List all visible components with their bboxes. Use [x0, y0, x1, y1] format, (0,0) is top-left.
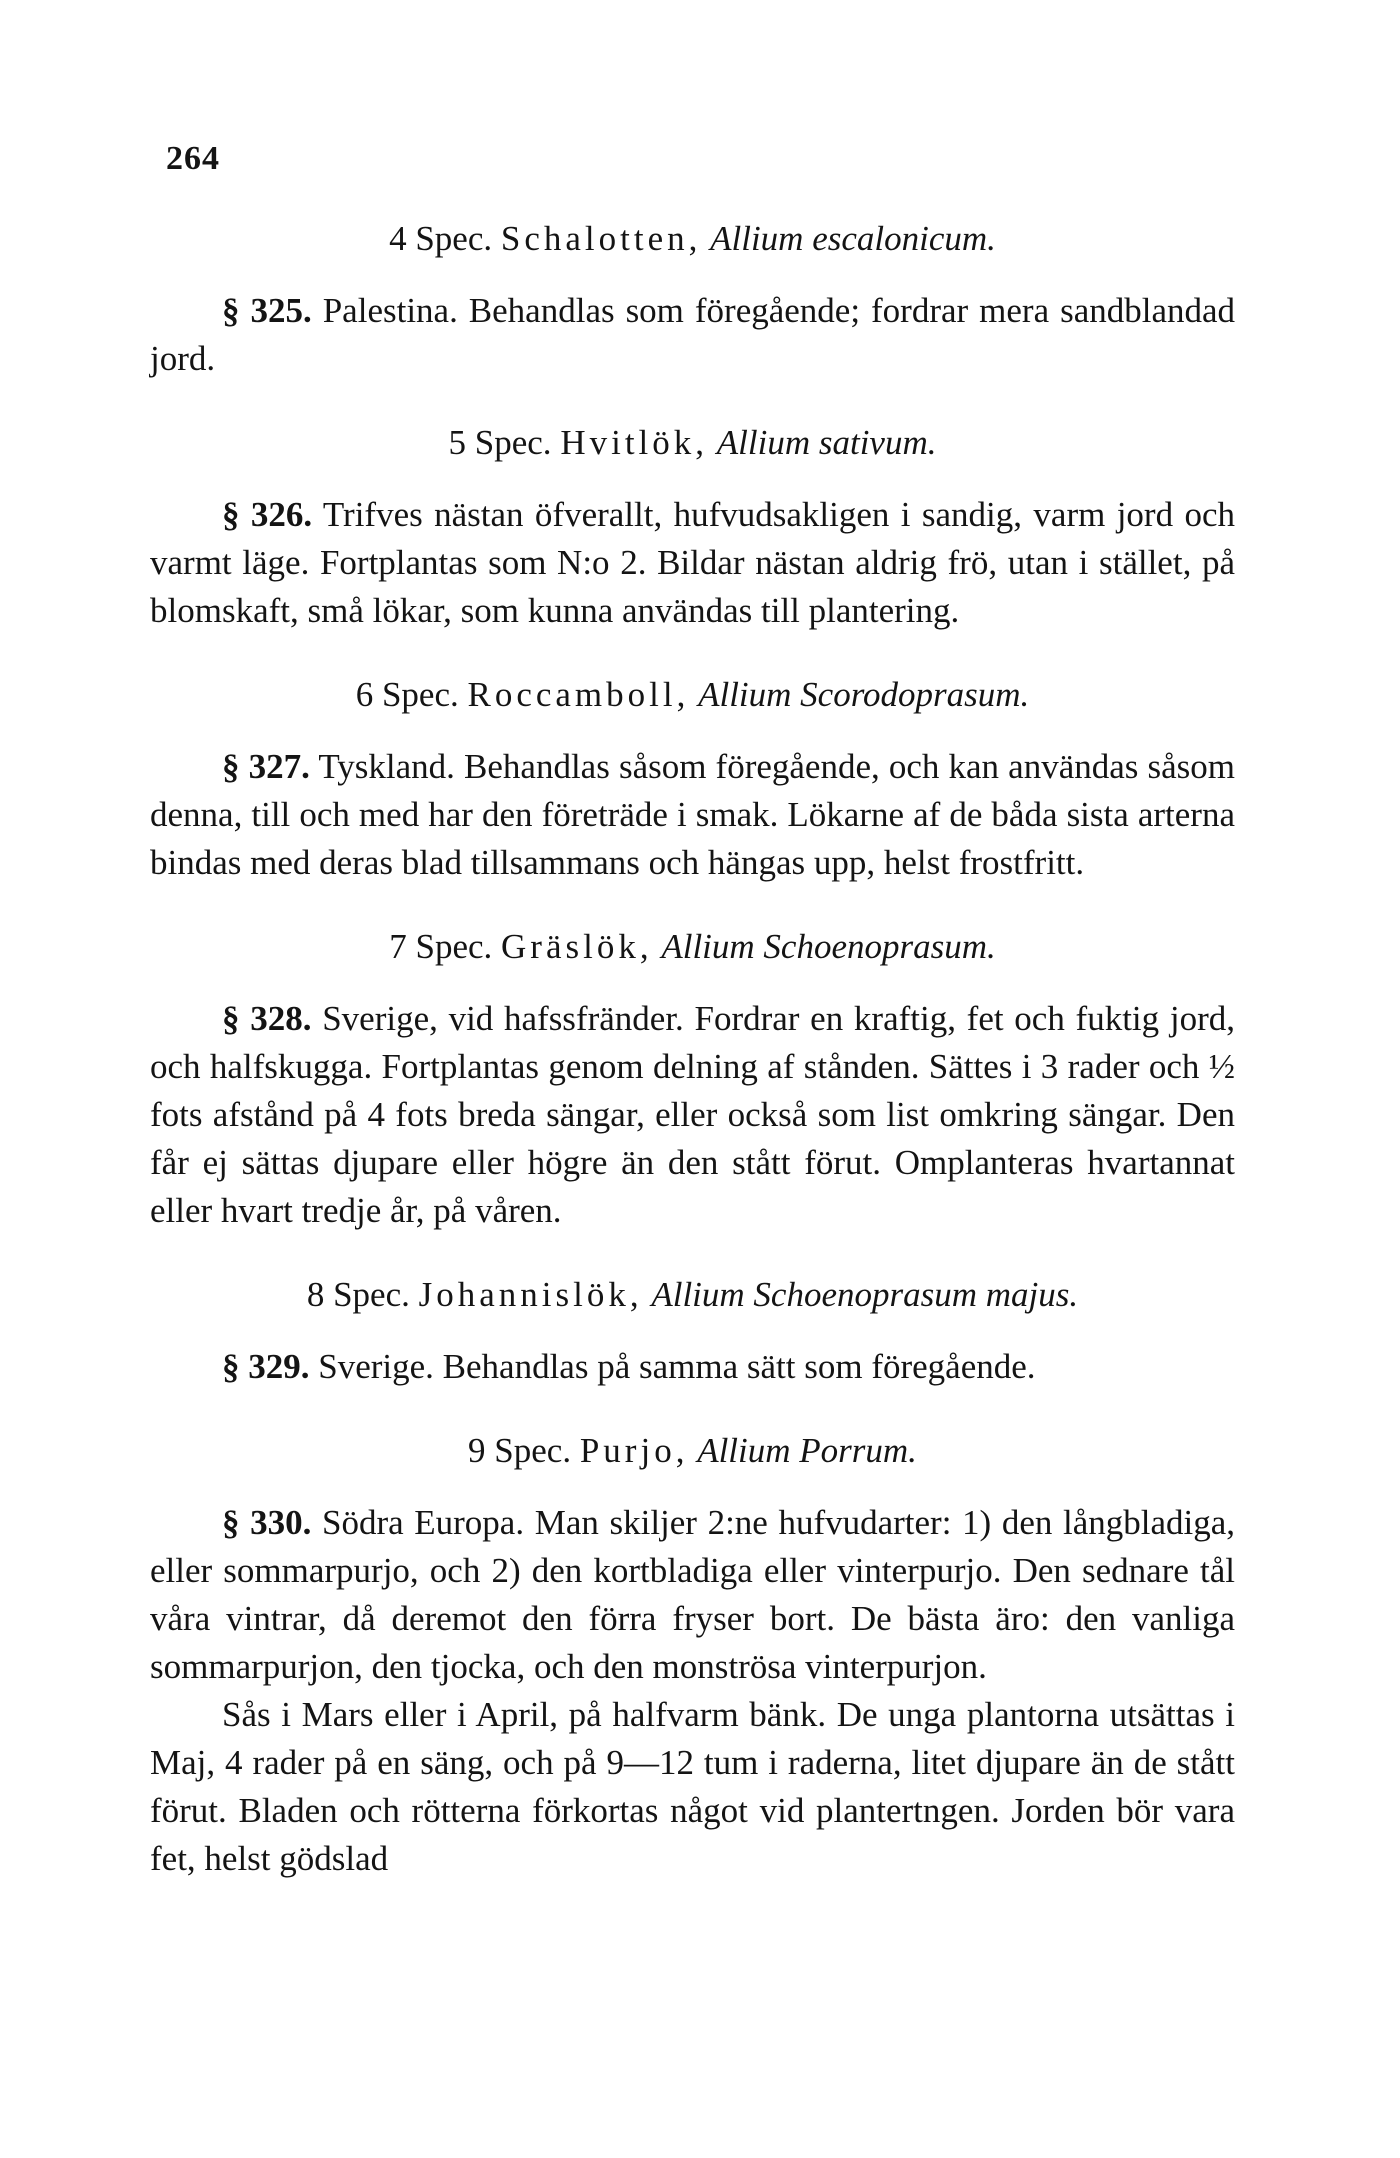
species-latin-name: Allium escalonicum.	[710, 219, 996, 258]
species-name: Hvitlök,	[560, 423, 709, 462]
section-number: § 325.	[222, 291, 312, 330]
species-name: Gräslök,	[501, 927, 653, 966]
page-number: 264	[166, 140, 220, 177]
section-text: Sverige, vid hafssfränder. Fordrar en kraftig, fet och fuktig jord, och halfskugga. Fortplantas genom delning af stånden. Sättes i 3 rader och ½ fots afstånd på 4 fots breda sängar, eller också som list omkring sängar. Den får ej sättas djupare eller högre än den stått förut. Omplanteras hvartannat eller hvart tredje år, på våren.	[150, 999, 1236, 1230]
species-number: 8 Spec.	[306, 1275, 410, 1314]
species-name: Johannislök,	[418, 1275, 643, 1314]
species-number: 7 Spec.	[389, 927, 493, 966]
species-latin-name: Allium Schoenoprasum.	[661, 927, 996, 966]
section-326	[150, 491, 1235, 635]
section-327	[150, 743, 1235, 887]
species-name: Purjo,	[579, 1431, 689, 1470]
species-name: Schalotten,	[500, 219, 702, 258]
section-text: Palestina. Behandlas som föregående; fordrar mera sandblandad jord.	[150, 291, 1236, 378]
section-328	[150, 995, 1235, 1235]
section-text: Tyskland. Behandlas såsom föregående, och kan användas såsom denna, till och med har den företräde i smak. Lökarne af de båda sista arterna bindas med deras blad tillsammans och hängas upp, helst frostfritt.	[150, 747, 1236, 882]
section-text: Södra Europa. Man skiljer 2:ne hufvudarter: 1) den långbladiga, eller sommarpurjo, och 2) den kortbladiga eller vinterpurjo. Den sednare tål våra vintrar, då deremot den förra fryser bort. De bästa äro: den vanliga sommarpurjon, den tjocka, och den monströsa vinterpurjon.	[150, 1503, 1236, 1686]
section-330-continuation	[150, 1691, 1235, 1883]
species-latin-name: Allium Porrum.	[697, 1431, 917, 1470]
species-heading-9	[150, 1427, 1235, 1475]
section-number: § 327.	[222, 747, 310, 786]
species-latin-name: Allium Scorodoprasum.	[698, 675, 1030, 714]
species-number: 5 Spec.	[448, 423, 552, 462]
section-number: § 328.	[222, 999, 312, 1038]
species-heading-8	[150, 1271, 1235, 1319]
species-latin-name: Allium Schoenoprasum majus.	[651, 1275, 1079, 1314]
section-number: § 326.	[222, 495, 313, 534]
section-text: Sverige. Behandlas på samma sätt som föregående.	[318, 1347, 1036, 1386]
species-heading-6	[150, 671, 1235, 719]
species-number: 6 Spec.	[355, 675, 459, 714]
species-name: Roccamboll,	[467, 675, 690, 714]
section-number: § 330.	[222, 1503, 312, 1542]
species-number: 9 Spec.	[468, 1431, 572, 1470]
species-heading-4	[150, 215, 1235, 263]
section-text: Sås i Mars eller i April, på halfvarm bänk. De unga plantorna utsättas i Maj, 4 rader på en säng, och på 9—12 tum i raderna, litet djupare än de stått förut. Bladen och rötterna förkortas något vid plantertngen. Jorden bör vara fet, helst gödslad	[150, 1695, 1235, 1878]
species-heading-5	[150, 419, 1235, 467]
section-number: § 329.	[222, 1347, 310, 1386]
section-text: Trifves nästan öfverallt, hufvudsakligen i sandig, varm jord och varmt läge. Fortplantas som N:o 2. Bildar nästan aldrig frö, utan i stället, på blomskaft, små lökar, som kunna användas till plantering.	[150, 495, 1236, 630]
species-latin-name: Allium sativum.	[716, 423, 937, 462]
section-330	[150, 1499, 1235, 1691]
section-329	[150, 1343, 1235, 1391]
species-heading-7	[150, 923, 1235, 971]
section-325	[150, 287, 1235, 383]
page-text	[150, 215, 1235, 1883]
species-number: 4 Spec.	[389, 219, 493, 258]
